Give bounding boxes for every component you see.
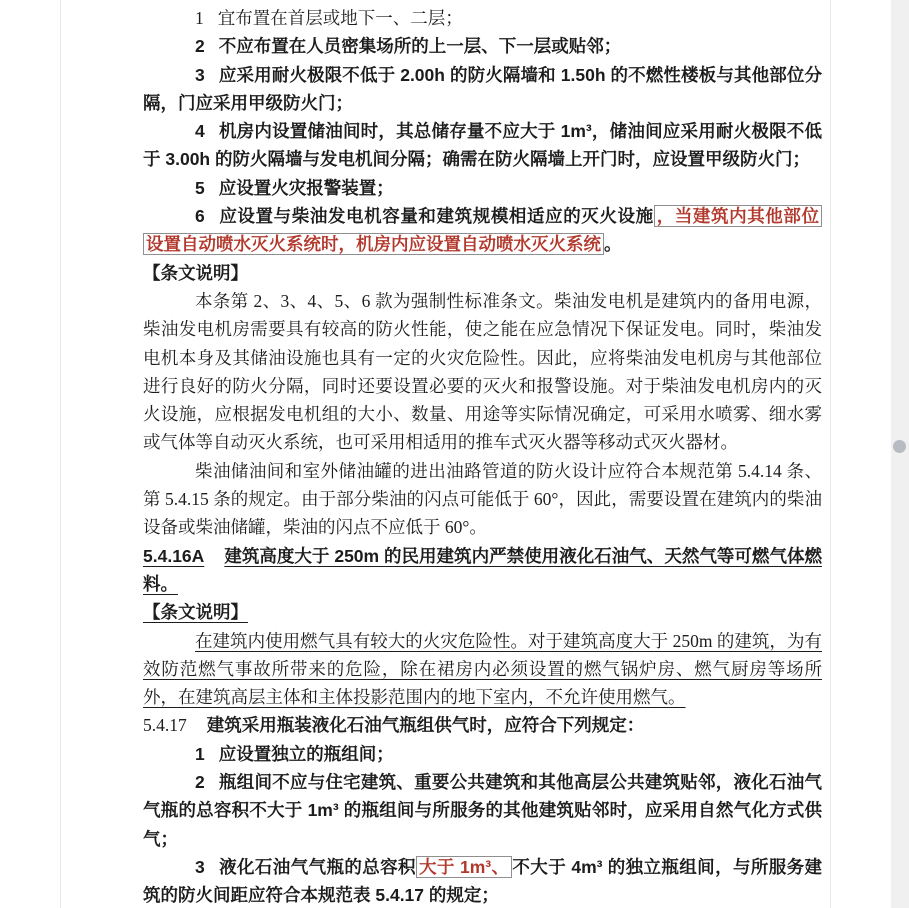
- item-text: 瓶组间不应与住宅建筑、重要公共建筑和其他高层公共建筑贴邻，液化石油气气瓶的总容积不大于 1m³ 的瓶组间与所服务的其他建筑贴邻时，应采用自然气化方式供气；: [143, 772, 822, 849]
- item-text: 应设置火灾报警装置；: [218, 177, 394, 198]
- clause-5417-item-3: [143, 853, 822, 908]
- item-number: 3: [195, 856, 205, 877]
- item-number: 4: [195, 121, 205, 142]
- item-number: 5: [195, 177, 205, 198]
- explanation-paragraph: 本条第 2、3、4、5、6 款为强制性标准条文。柴油发电机是建筑内的备用电源，柴油发电机房需要具有较高的防火性能，使之能在应急情况下保证发电。同时，柴油发电机本身及其储油设施也具有一定的火灾危险性。因此，应将柴油发电机房与其他部位进行良好的防火分隔，同时还要设置必要的灭火和报警设施。对于柴油发电机房内的灭火设施，应根据发电机组的大小、数量、用途等实际情况确定，可采用水喷雾、细水雾或气体等自动灭火系统，也可采用相适用的推车式灭火器等移动式灭火器材。: [143, 290, 822, 453]
- scrollbar-thumb[interactable]: [893, 440, 906, 453]
- explanation-heading: 【条文说明】: [143, 262, 248, 283]
- clause-text: 建筑采用瓶装液化石油气瓶组供气时，应符合下列规定：: [206, 715, 645, 736]
- revision-boxed-text: 大于 1m³、: [416, 856, 512, 878]
- clause-5417-heading: [143, 711, 822, 739]
- explanation-paragraph-red: 在建筑内使用燃气具有较大的火灾危险性。对于建筑高度大于 250m 的建筑，为有效防范燃气事故所带来的危险，除在裙房内必须设置的燃气锅炉房、燃气厨房等场所外，在建筑高层主体和主体投影范围内的地下室内，不允许使用燃气。: [143, 630, 822, 708]
- explanation-paragraph: 柴油储油间和室外储油罐的进出油路管道的防火设计应符合本规范第 5.4.14 条、第 5.4.15 条的规定。由于部分柴油的闪点可能低于 60°，因此，需要设置在建筑内的柴油设备或柴油储罐，柴油的闪点不应低于 60°。: [143, 460, 822, 538]
- clause-5416-item-2: [143, 32, 822, 60]
- item-number: 2: [195, 772, 205, 793]
- clause-5416-item-4: [143, 117, 822, 174]
- item-number: 1: [195, 743, 205, 764]
- page-right-border: [830, 0, 831, 908]
- item-text: 应采用耐火极限不低于 2.00h 的防火隔墙和 1.50h 的不燃性楼板与其他部位分隔，门应采用甲级防火门；: [143, 64, 822, 113]
- item-text: 不大于 4m³ 的独立瓶组间，与所服务建筑的防火间距应符合本规范表 5.4.17 的规定；: [143, 856, 823, 906]
- clause-5416-item-1: [143, 4, 822, 32]
- clause-5416-item-3: [143, 61, 822, 118]
- item-number: 6: [195, 206, 205, 227]
- item-text: 应设置与柴油发电机容量和建筑规模相适应的灭火设施: [218, 206, 654, 227]
- clause-text: 建筑高度大于 250m 的民用建筑内严禁使用液化石油气、天然气等可燃气体燃料。: [143, 545, 822, 594]
- clause-5416a-heading: [143, 542, 822, 599]
- clause-5416-item-6: [143, 202, 822, 259]
- item-text: 应设置独立的瓶组间；: [218, 743, 394, 764]
- revision-boxed-text: 设置自动喷水灭火系统时，机房内应设置自动喷水灭火系统: [143, 233, 604, 255]
- clause-5417-item-2: [143, 768, 822, 853]
- document-text-column: [143, 4, 822, 908]
- clause-number: 5.4.17: [143, 715, 187, 736]
- item-text: 机房内设置储油间时，其总储存量不应大于 1m³，储油间应采用耐火极限不低于 3.00h 的防火隔墙与发电机间分隔；确需在防火隔墙上开门时，应设置甲级防火门；: [143, 121, 822, 170]
- item-text: 不应布置在人员密集场所的上一层、下一层或贴邻；: [218, 36, 622, 57]
- item-number: 2: [195, 36, 205, 57]
- item-text: 液化石油气气瓶的总容积: [218, 856, 416, 877]
- clause-5417-item-1: [143, 740, 822, 768]
- item-number: 3: [195, 64, 205, 85]
- revision-boxed-text: ，当建筑内其他部位: [654, 205, 822, 227]
- scrollbar-track[interactable]: [891, 0, 909, 908]
- item-number: 1: [195, 8, 204, 28]
- item-text: 。: [604, 234, 622, 255]
- item-text: 宜布置在首层或地下一、二层；: [217, 8, 463, 28]
- explanation-heading-red: 【条文说明】: [143, 602, 248, 623]
- clause-number: 5.4.16A: [143, 545, 205, 566]
- page-left-border: [60, 0, 61, 908]
- clause-5416-item-5: [143, 174, 822, 202]
